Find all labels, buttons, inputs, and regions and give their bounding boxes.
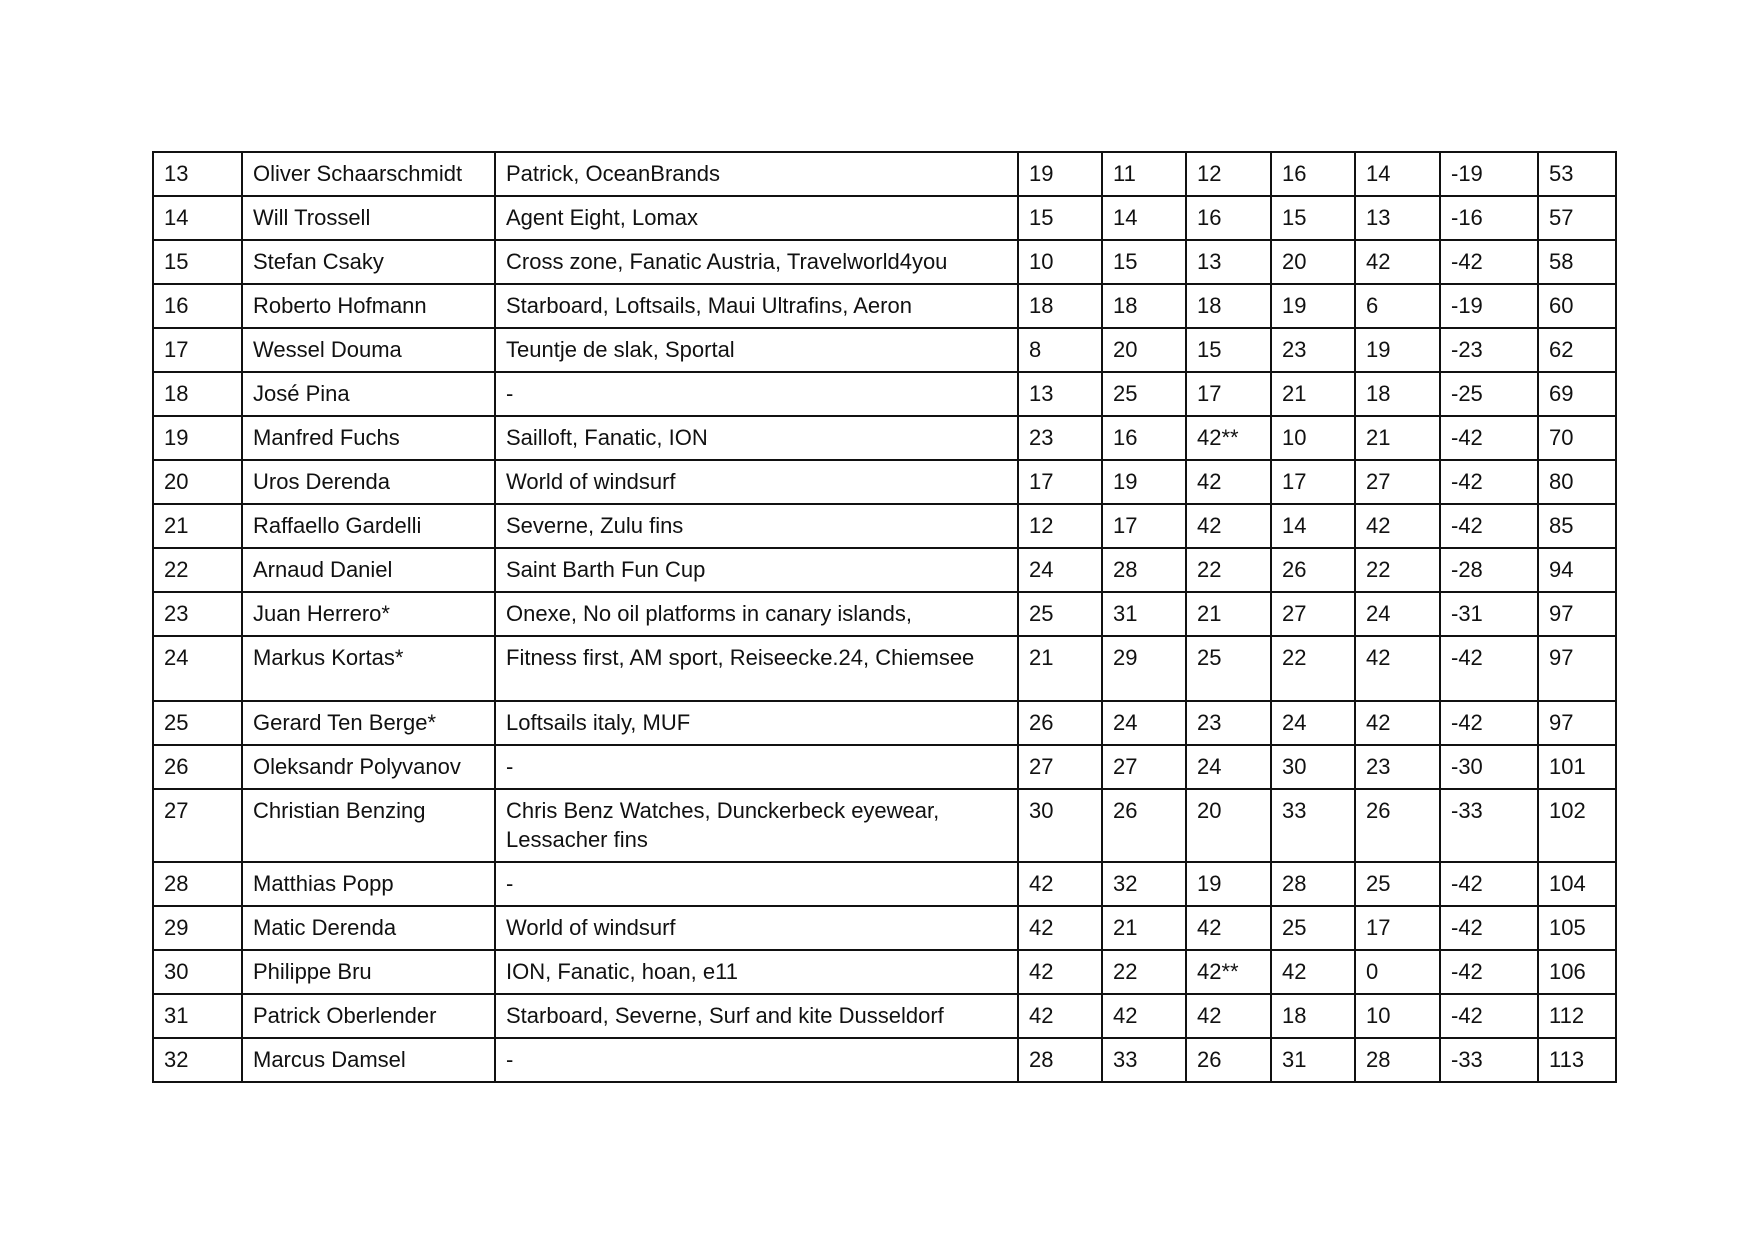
total-points-cell: 105 — [1538, 906, 1616, 950]
competitor-name-cell: José Pina — [242, 372, 495, 416]
sponsors-cell: World of windsurf — [495, 460, 1018, 504]
rank-cell: 29 — [153, 906, 242, 950]
race-3-score-cell: 42 — [1186, 906, 1271, 950]
discard-cell: -42 — [1440, 460, 1538, 504]
competitor-name-cell: Arnaud Daniel — [242, 548, 495, 592]
competitor-name-cell: Philippe Bru — [242, 950, 495, 994]
discard-cell: -42 — [1440, 701, 1538, 745]
race-3-score-cell: 23 — [1186, 701, 1271, 745]
rank-cell: 31 — [153, 994, 242, 1038]
rank-cell: 14 — [153, 196, 242, 240]
sponsors-cell: ION, Fanatic, hoan, e11 — [495, 950, 1018, 994]
sponsors-cell: Chris Benz Watches, Dunckerbeck eyewear, Lessacher fins — [495, 789, 1018, 862]
rank-cell: 20 — [153, 460, 242, 504]
total-points-cell: 53 — [1538, 152, 1616, 196]
race-5-score-cell: 10 — [1355, 994, 1440, 1038]
rank-cell: 25 — [153, 701, 242, 745]
race-5-score-cell: 14 — [1355, 152, 1440, 196]
table-row — [153, 862, 1616, 906]
race-4-score-cell: 16 — [1271, 152, 1355, 196]
race-3-score-cell: 26 — [1186, 1038, 1271, 1082]
race-2-score-cell: 28 — [1102, 548, 1186, 592]
competitor-name-cell: Matic Derenda — [242, 906, 495, 950]
race-5-score-cell: 28 — [1355, 1038, 1440, 1082]
competitor-name-cell: Christian Benzing — [242, 789, 495, 862]
rank-cell: 17 — [153, 328, 242, 372]
table-row — [153, 994, 1616, 1038]
total-points-cell: 94 — [1538, 548, 1616, 592]
race-2-score-cell: 29 — [1102, 636, 1186, 701]
race-2-score-cell: 16 — [1102, 416, 1186, 460]
rank-cell: 23 — [153, 592, 242, 636]
table-row — [153, 240, 1616, 284]
race-5-score-cell: 18 — [1355, 372, 1440, 416]
total-points-cell: 70 — [1538, 416, 1616, 460]
sponsors-cell: Patrick, OceanBrands — [495, 152, 1018, 196]
race-1-score-cell: 23 — [1018, 416, 1102, 460]
race-5-score-cell: 26 — [1355, 789, 1440, 862]
race-5-score-cell: 25 — [1355, 862, 1440, 906]
total-points-cell: 97 — [1538, 636, 1616, 701]
race-1-score-cell: 19 — [1018, 152, 1102, 196]
race-2-score-cell: 18 — [1102, 284, 1186, 328]
race-2-score-cell: 20 — [1102, 328, 1186, 372]
competitor-name-cell: Patrick Oberlender — [242, 994, 495, 1038]
table-row — [153, 328, 1616, 372]
race-5-score-cell: 22 — [1355, 548, 1440, 592]
race-2-score-cell: 32 — [1102, 862, 1186, 906]
race-3-score-cell: 13 — [1186, 240, 1271, 284]
race-4-score-cell: 27 — [1271, 592, 1355, 636]
race-5-score-cell: 0 — [1355, 950, 1440, 994]
race-3-score-cell: 22 — [1186, 548, 1271, 592]
race-4-score-cell: 19 — [1271, 284, 1355, 328]
competitor-name-cell: Uros Derenda — [242, 460, 495, 504]
rank-cell: 22 — [153, 548, 242, 592]
race-4-score-cell: 10 — [1271, 416, 1355, 460]
sponsors-cell: Sailloft, Fanatic, ION — [495, 416, 1018, 460]
discard-cell: -42 — [1440, 416, 1538, 460]
discard-cell: -33 — [1440, 1038, 1538, 1082]
rank-cell: 24 — [153, 636, 242, 701]
sponsors-cell: Loftsails italy, MUF — [495, 701, 1018, 745]
table-row — [153, 950, 1616, 994]
race-5-score-cell: 19 — [1355, 328, 1440, 372]
competitor-name-cell: Matthias Popp — [242, 862, 495, 906]
race-3-score-cell: 42 — [1186, 994, 1271, 1038]
competitor-name-cell: Stefan Csaky — [242, 240, 495, 284]
race-5-score-cell: 42 — [1355, 504, 1440, 548]
race-1-score-cell: 30 — [1018, 789, 1102, 862]
race-3-score-cell: 42** — [1186, 950, 1271, 994]
table-row — [153, 416, 1616, 460]
competitor-name-cell: Roberto Hofmann — [242, 284, 495, 328]
sponsors-cell: Cross zone, Fanatic Austria, Travelworld4you — [495, 240, 1018, 284]
race-1-score-cell: 8 — [1018, 328, 1102, 372]
race-2-score-cell: 25 — [1102, 372, 1186, 416]
race-2-score-cell: 42 — [1102, 994, 1186, 1038]
race-1-score-cell: 42 — [1018, 906, 1102, 950]
rank-cell: 28 — [153, 862, 242, 906]
race-3-score-cell: 12 — [1186, 152, 1271, 196]
discard-cell: -42 — [1440, 636, 1538, 701]
total-points-cell: 60 — [1538, 284, 1616, 328]
discard-cell: -42 — [1440, 240, 1538, 284]
race-4-score-cell: 21 — [1271, 372, 1355, 416]
sponsors-cell: Saint Barth Fun Cup — [495, 548, 1018, 592]
table-row — [153, 1038, 1616, 1082]
race-4-score-cell: 25 — [1271, 906, 1355, 950]
discard-cell: -25 — [1440, 372, 1538, 416]
total-points-cell: 101 — [1538, 745, 1616, 789]
race-1-score-cell: 27 — [1018, 745, 1102, 789]
table-row — [153, 548, 1616, 592]
race-2-score-cell: 15 — [1102, 240, 1186, 284]
total-points-cell: 62 — [1538, 328, 1616, 372]
race-3-score-cell: 16 — [1186, 196, 1271, 240]
competitor-name-cell: Wessel Douma — [242, 328, 495, 372]
race-2-score-cell: 14 — [1102, 196, 1186, 240]
total-points-cell: 57 — [1538, 196, 1616, 240]
race-5-score-cell: 17 — [1355, 906, 1440, 950]
competitor-name-cell: Oliver Schaarschmidt — [242, 152, 495, 196]
competitor-name-cell: Will Trossell — [242, 196, 495, 240]
table-row — [153, 460, 1616, 504]
discard-cell: -16 — [1440, 196, 1538, 240]
race-4-score-cell: 42 — [1271, 950, 1355, 994]
race-4-score-cell: 26 — [1271, 548, 1355, 592]
table-row — [153, 592, 1616, 636]
competitor-name-cell: Markus Kortas* — [242, 636, 495, 701]
table-row — [153, 284, 1616, 328]
race-1-score-cell: 42 — [1018, 862, 1102, 906]
total-points-cell: 97 — [1538, 701, 1616, 745]
race-5-score-cell: 27 — [1355, 460, 1440, 504]
race-3-score-cell: 18 — [1186, 284, 1271, 328]
table-row — [153, 745, 1616, 789]
race-4-score-cell: 33 — [1271, 789, 1355, 862]
race-3-score-cell: 20 — [1186, 789, 1271, 862]
race-1-score-cell: 17 — [1018, 460, 1102, 504]
sponsors-cell: Severne, Zulu fins — [495, 504, 1018, 548]
table-row — [153, 636, 1616, 701]
rank-cell: 30 — [153, 950, 242, 994]
race-1-score-cell: 42 — [1018, 994, 1102, 1038]
rank-cell: 18 — [153, 372, 242, 416]
race-1-score-cell: 21 — [1018, 636, 1102, 701]
total-points-cell: 80 — [1538, 460, 1616, 504]
race-1-score-cell: 42 — [1018, 950, 1102, 994]
total-points-cell: 106 — [1538, 950, 1616, 994]
table-row — [153, 701, 1616, 745]
discard-cell: -23 — [1440, 328, 1538, 372]
race-2-score-cell: 19 — [1102, 460, 1186, 504]
discard-cell: -33 — [1440, 789, 1538, 862]
rank-cell: 27 — [153, 789, 242, 862]
table-row — [153, 789, 1616, 862]
total-points-cell: 112 — [1538, 994, 1616, 1038]
race-3-score-cell: 17 — [1186, 372, 1271, 416]
sponsors-cell: - — [495, 862, 1018, 906]
race-1-score-cell: 18 — [1018, 284, 1102, 328]
discard-cell: -28 — [1440, 548, 1538, 592]
discard-cell: -19 — [1440, 284, 1538, 328]
discard-cell: -42 — [1440, 950, 1538, 994]
race-2-score-cell: 27 — [1102, 745, 1186, 789]
competitor-name-cell: Marcus Damsel — [242, 1038, 495, 1082]
race-3-score-cell: 24 — [1186, 745, 1271, 789]
discard-cell: -30 — [1440, 745, 1538, 789]
sponsors-cell: - — [495, 745, 1018, 789]
discard-cell: -31 — [1440, 592, 1538, 636]
race-4-score-cell: 14 — [1271, 504, 1355, 548]
race-4-score-cell: 24 — [1271, 701, 1355, 745]
race-5-score-cell: 42 — [1355, 701, 1440, 745]
sponsors-cell: Starboard, Severne, Surf and kite Dusseldorf — [495, 994, 1018, 1038]
results-body — [153, 152, 1616, 1082]
sponsors-cell: Agent Eight, Lomax — [495, 196, 1018, 240]
sponsors-cell: Starboard, Loftsails, Maui Ultrafins, Aeron — [495, 284, 1018, 328]
rank-cell: 15 — [153, 240, 242, 284]
race-4-score-cell: 18 — [1271, 994, 1355, 1038]
total-points-cell: 85 — [1538, 504, 1616, 548]
competitor-name-cell: Gerard Ten Berge* — [242, 701, 495, 745]
race-5-score-cell: 13 — [1355, 196, 1440, 240]
total-points-cell: 97 — [1538, 592, 1616, 636]
sponsors-cell: Onexe, No oil platforms in canary islands, — [495, 592, 1018, 636]
race-1-score-cell: 10 — [1018, 240, 1102, 284]
rank-cell: 21 — [153, 504, 242, 548]
discard-cell: -42 — [1440, 504, 1538, 548]
race-4-score-cell: 20 — [1271, 240, 1355, 284]
race-3-score-cell: 15 — [1186, 328, 1271, 372]
race-3-score-cell: 42 — [1186, 504, 1271, 548]
sponsors-cell: - — [495, 372, 1018, 416]
race-2-score-cell: 22 — [1102, 950, 1186, 994]
race-1-score-cell: 25 — [1018, 592, 1102, 636]
sponsors-cell: - — [495, 1038, 1018, 1082]
total-points-cell: 69 — [1538, 372, 1616, 416]
race-2-score-cell: 33 — [1102, 1038, 1186, 1082]
race-3-score-cell: 19 — [1186, 862, 1271, 906]
table-row — [153, 906, 1616, 950]
race-2-score-cell: 21 — [1102, 906, 1186, 950]
total-points-cell: 104 — [1538, 862, 1616, 906]
race-2-score-cell: 24 — [1102, 701, 1186, 745]
rank-cell: 26 — [153, 745, 242, 789]
total-points-cell: 113 — [1538, 1038, 1616, 1082]
race-2-score-cell: 26 — [1102, 789, 1186, 862]
race-4-score-cell: 22 — [1271, 636, 1355, 701]
race-1-score-cell: 12 — [1018, 504, 1102, 548]
race-4-score-cell: 15 — [1271, 196, 1355, 240]
race-3-score-cell: 42 — [1186, 460, 1271, 504]
race-4-score-cell: 17 — [1271, 460, 1355, 504]
table-row — [153, 152, 1616, 196]
race-1-score-cell: 26 — [1018, 701, 1102, 745]
competitor-name-cell: Oleksandr Polyvanov — [242, 745, 495, 789]
race-5-score-cell: 21 — [1355, 416, 1440, 460]
race-1-score-cell: 15 — [1018, 196, 1102, 240]
discard-cell: -42 — [1440, 994, 1538, 1038]
race-1-score-cell: 13 — [1018, 372, 1102, 416]
total-points-cell: 102 — [1538, 789, 1616, 862]
race-4-score-cell: 23 — [1271, 328, 1355, 372]
sponsors-cell: World of windsurf — [495, 906, 1018, 950]
table-row — [153, 196, 1616, 240]
rank-cell: 16 — [153, 284, 242, 328]
race-1-score-cell: 28 — [1018, 1038, 1102, 1082]
race-4-score-cell: 31 — [1271, 1038, 1355, 1082]
discard-cell: -42 — [1440, 906, 1538, 950]
race-4-score-cell: 30 — [1271, 745, 1355, 789]
race-3-score-cell: 25 — [1186, 636, 1271, 701]
sponsors-cell: Fitness first, AM sport, Reiseecke.24, Chiemsee — [495, 636, 1018, 701]
race-5-score-cell: 42 — [1355, 240, 1440, 284]
discard-cell: -19 — [1440, 152, 1538, 196]
race-5-score-cell: 6 — [1355, 284, 1440, 328]
rank-cell: 19 — [153, 416, 242, 460]
race-1-score-cell: 24 — [1018, 548, 1102, 592]
race-5-score-cell: 24 — [1355, 592, 1440, 636]
race-5-score-cell: 23 — [1355, 745, 1440, 789]
competitor-name-cell: Juan Herrero* — [242, 592, 495, 636]
rank-cell: 32 — [153, 1038, 242, 1082]
competitor-name-cell: Manfred Fuchs — [242, 416, 495, 460]
rank-cell: 13 — [153, 152, 242, 196]
table-row — [153, 372, 1616, 416]
table-row — [153, 504, 1616, 548]
sponsors-cell: Teuntje de slak, Sportal — [495, 328, 1018, 372]
race-4-score-cell: 28 — [1271, 862, 1355, 906]
race-2-score-cell: 11 — [1102, 152, 1186, 196]
discard-cell: -42 — [1440, 862, 1538, 906]
results-table — [152, 151, 1617, 1083]
race-3-score-cell: 42** — [1186, 416, 1271, 460]
total-points-cell: 58 — [1538, 240, 1616, 284]
race-2-score-cell: 31 — [1102, 592, 1186, 636]
race-2-score-cell: 17 — [1102, 504, 1186, 548]
race-3-score-cell: 21 — [1186, 592, 1271, 636]
race-5-score-cell: 42 — [1355, 636, 1440, 701]
competitor-name-cell: Raffaello Gardelli — [242, 504, 495, 548]
